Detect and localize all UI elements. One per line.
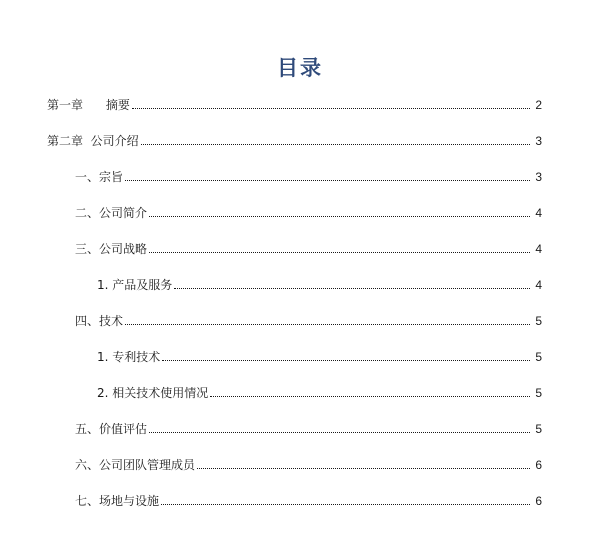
toc-entry-label: 第一章 摘要	[47, 98, 130, 112]
toc-leader-dots	[161, 503, 530, 505]
toc-entry-page: 3	[535, 134, 542, 148]
toc-entry-label: 1. 专利技术	[97, 350, 161, 364]
toc-entry-page: 5	[535, 386, 542, 400]
toc-entry-label: 六、公司团队管理成员	[75, 458, 196, 472]
toc-entry-section-5[interactable]	[0, 417, 600, 437]
page-title: 目录	[277, 56, 323, 80]
toc-entry-section-2[interactable]	[0, 201, 600, 221]
toc-leader-dots	[125, 179, 530, 181]
toc-entry-label: 二、公司简介	[75, 206, 148, 220]
toc-entry-subsection-4-1[interactable]	[0, 345, 600, 365]
toc-entry-page: 4	[535, 206, 542, 220]
toc-entry-label: 第二章 公司介绍	[47, 134, 139, 148]
toc-entry-page: 5	[535, 314, 542, 328]
toc-entry-label: 七、场地与设施	[75, 494, 160, 508]
toc-leader-dots	[141, 143, 530, 145]
toc-entry-section-1[interactable]	[0, 165, 600, 185]
toc-entry-label: 2. 相关技术使用情况	[97, 386, 209, 400]
toc-leader-dots	[132, 107, 530, 109]
toc-entry-page: 5	[535, 422, 542, 436]
toc-leader-dots	[149, 215, 530, 217]
toc-entry-label: 三、公司战略	[75, 242, 148, 256]
toc-leader-dots	[162, 359, 530, 361]
toc-entry-label: 1. 产品及服务	[97, 278, 173, 292]
toc-leader-dots	[149, 431, 530, 433]
toc-entry-page: 4	[535, 242, 542, 256]
toc-entry-page: 2	[535, 98, 542, 112]
toc-entry-label: 五、价值评估	[75, 422, 148, 436]
toc-entry-chapter-2[interactable]	[0, 129, 600, 149]
toc-entry-page: 6	[535, 494, 542, 508]
toc-entry-section-4[interactable]	[0, 309, 600, 329]
toc-entry-section-7[interactable]	[0, 489, 600, 509]
toc-entry-page: 6	[535, 458, 542, 472]
toc-entry-page: 3	[535, 170, 542, 184]
toc-entry-section-3[interactable]	[0, 237, 600, 257]
toc-leader-dots	[210, 395, 530, 397]
toc-leader-dots	[174, 287, 530, 289]
toc-entry-section-6[interactable]	[0, 453, 600, 473]
toc-entry-chapter-1[interactable]	[0, 93, 600, 113]
toc-entry-subsection-3-1[interactable]	[0, 273, 600, 293]
toc-leader-dots	[125, 323, 530, 325]
toc-entry-label: 一、宗旨	[75, 170, 124, 184]
toc-leader-dots	[197, 467, 530, 469]
toc-entry-page: 4	[535, 278, 542, 292]
toc-entry-label: 四、技术	[75, 314, 124, 328]
toc-leader-dots	[149, 251, 530, 253]
toc-entry-subsection-4-2[interactable]	[0, 381, 600, 401]
toc-entry-page: 5	[535, 350, 542, 364]
